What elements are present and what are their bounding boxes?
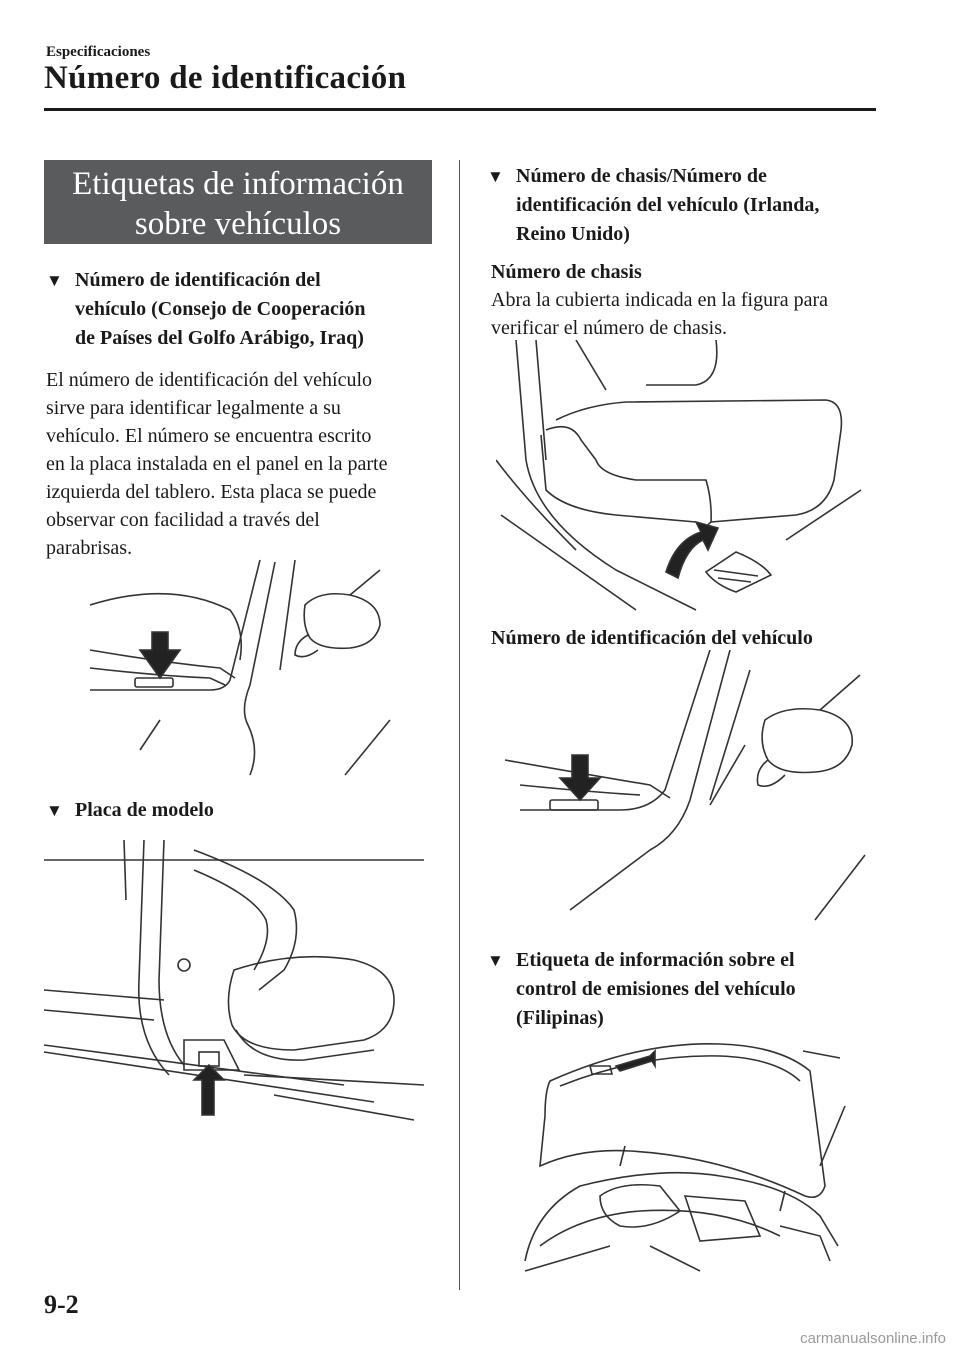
triangle-marker-icon: ▼ [46, 271, 63, 290]
paragraph-line: vehículo. El número se encuentra escrito [46, 425, 372, 447]
title-rule [44, 108, 876, 111]
heading-line: (Filipinas) [516, 1007, 604, 1029]
figure-engine-hood-label [520, 1036, 850, 1276]
heading-line: de Países del Golfo Arábigo, Iraq) [75, 327, 364, 349]
paragraph-line: observar con facilidad a través del [46, 509, 320, 531]
section-label: Especificaciones [46, 44, 151, 60]
page-title: Número de identificación [44, 60, 407, 96]
heading-line: Placa de modelo [75, 799, 214, 821]
label-chassis-number: Número de chasis [491, 261, 642, 283]
figure-seat-model-plate [44, 840, 434, 1140]
label-vin: Número de identificación del vehículo [491, 627, 813, 649]
paragraph-line: El número de identificación del vehículo [46, 369, 372, 391]
paragraph-line: Abra la cubierta indicada en la figura para [491, 289, 829, 311]
chassis-instructions [491, 286, 891, 342]
paragraph-line: izquierda del tablero. Esta placa se puede [46, 481, 377, 503]
heading-line: identificación del vehículo (Irlanda, [516, 194, 820, 216]
heading-line: Número de identificación del [75, 269, 321, 291]
vin-description [46, 366, 446, 562]
triangle-marker-icon: ▼ [487, 951, 504, 970]
heading-model-plate [46, 796, 446, 825]
section-banner [44, 160, 432, 244]
heading-line: Reino Unido) [516, 223, 630, 245]
figure-vin-plate-right [500, 650, 870, 930]
triangle-marker-icon: ▼ [487, 167, 504, 186]
figure-windshield-vin-plate [80, 550, 400, 780]
column-divider [459, 160, 460, 1290]
paragraph-line: parabrisas. [46, 537, 133, 559]
heading-line: control de emisiones del vehículo [516, 978, 796, 1000]
paragraph-line: verificar el número de chasis. [491, 317, 728, 339]
heading-chassis-number [487, 162, 887, 249]
heading-vin-gcc [46, 266, 446, 353]
heading-line: Etiqueta de información sobre el [516, 949, 795, 971]
watermark: carmanualsonline.info [800, 1330, 946, 1347]
figure-chassis-number-cover [496, 340, 866, 620]
triangle-marker-icon: ▼ [46, 801, 63, 820]
paragraph-line: sirve para identificar legalmente a su [46, 397, 341, 419]
heading-line: vehículo (Consejo de Cooperación [75, 298, 366, 320]
heading-emissions-label [487, 946, 887, 1033]
banner-line-1: Etiquetas de información [72, 166, 404, 202]
page-number: 9-2 [44, 1290, 79, 1319]
heading-line: Número de chasis/Número de [516, 165, 767, 187]
banner-line-2: sobre vehículos [134, 206, 342, 242]
paragraph-line: en la placa instalada en el panel en la parte [46, 453, 388, 475]
